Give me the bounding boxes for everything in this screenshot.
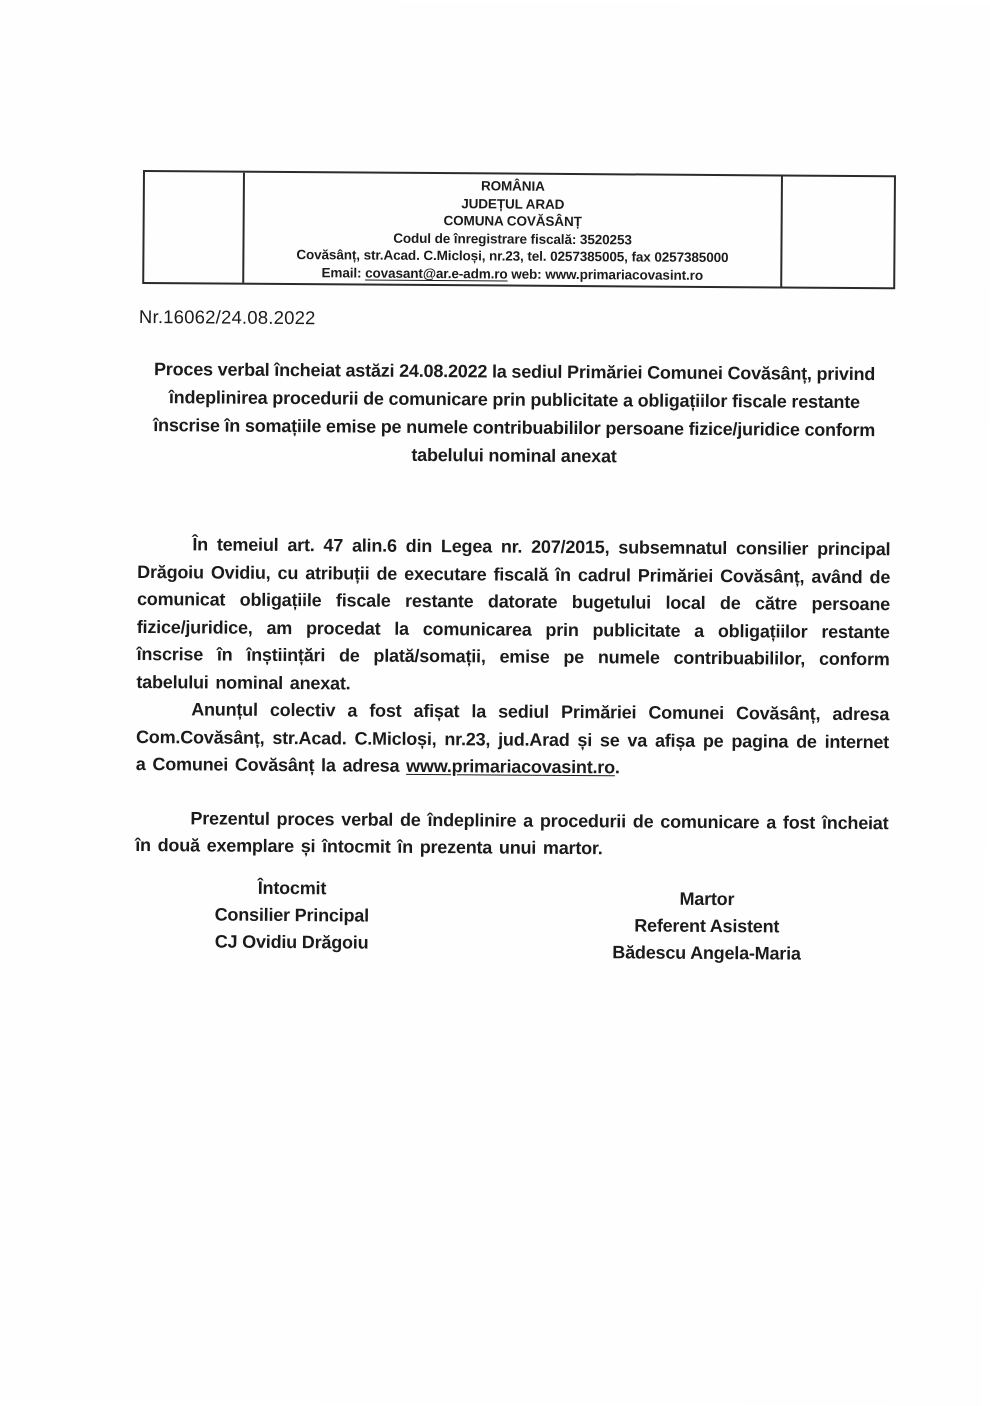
address-phone-line: Covăsânț, str.Acad. C.Micloși, nr.23, tel. 0257385005, fax 0257385000: [296, 247, 729, 266]
paragraph-legal-basis: În temeiul art. 47 alin.6 din Legea nr. 207/2015, subsemnatul consilier principal Drăgoiu Ovidiu, cu atribuții de executare fiscală în cadrul Primăriei Covăsânț, având de comunicat obligațiile fiscale restante datorate bugetului local de către persoane fizice/juridice, am procedat la comunicarea prin publicitate a obligațiilor restante înscrise în înștiințări de plată/somații, emise pe numele contribuabililor, conform tabelului nominal anexat.: [136, 534, 891, 693]
signature-author-name: CJ Ovidiu Drăgoiu: [214, 931, 369, 953]
signature-witness-header: Martor: [679, 888, 735, 910]
email-web-line: [244, 264, 780, 285]
document-title: Proces verbal încheiat astăzi 24.08.2022 la sediul Primăriei Comunei Covăsânț, privind îndeplinirea procedurii de comunicare prin publicitate a obligațiilor fiscale restante înscrise în somațiile emise pe numele contribuabililor persoane fizice/juridice conform tabelului nominal anexat: [153, 359, 876, 467]
website-link-text: www.primariacovasint.ro: [406, 755, 616, 778]
institution-header-table: [142, 170, 896, 289]
county-name: JUDEȚUL ARAD: [461, 195, 565, 212]
paragraph-closing: Prezentul proces verbal de îndeplinire a procedurii de comunicare a fost încheiat în două exemplare și întocmit în prezenta unui martor.: [135, 807, 889, 859]
paragraph-announcement-text: Anunțul colectiv a fost afișat la sediul Primăriei Comunei Covăsânț, adresa Com.Covăsânț, str.Acad. C.Micloși, nr.23, jud.Arad și se va afișa pe pagina de internet a Comunei Covăsânț la adresa: [135, 699, 890, 776]
email-label: Email:: [321, 265, 366, 281]
web-address: web: www.primariacovasint.ro: [507, 266, 704, 283]
email-address: covasant@ar.e-adm.ro: [365, 265, 508, 282]
signature-witness-name: Bădescu Angela-Maria: [612, 942, 801, 964]
paragraph-announcement-period: .: [614, 757, 620, 778]
country-name: ROMÂNIA: [480, 178, 545, 194]
document-body: [135, 531, 890, 865]
signature-block-witness: [584, 885, 829, 968]
header-right-empty-cell: [780, 176, 894, 287]
fiscal-code-line: Codul de înregistrare fiscală: 3520253: [393, 230, 632, 248]
signature-author-header: Întocmit: [257, 877, 327, 899]
commune-name: COMUNA COVĂSÂNȚ: [443, 213, 582, 230]
signature-witness-role: Referent Asistent: [634, 915, 780, 937]
paragraph-announcement: [136, 696, 890, 784]
header-left-empty-cell: [144, 172, 245, 283]
document-number: Nr.16062/24.08.2022: [138, 305, 316, 329]
signature-author-role: Consilier Principal: [214, 904, 369, 926]
institution-info: [244, 173, 781, 287]
signature-block-author: [181, 874, 404, 957]
